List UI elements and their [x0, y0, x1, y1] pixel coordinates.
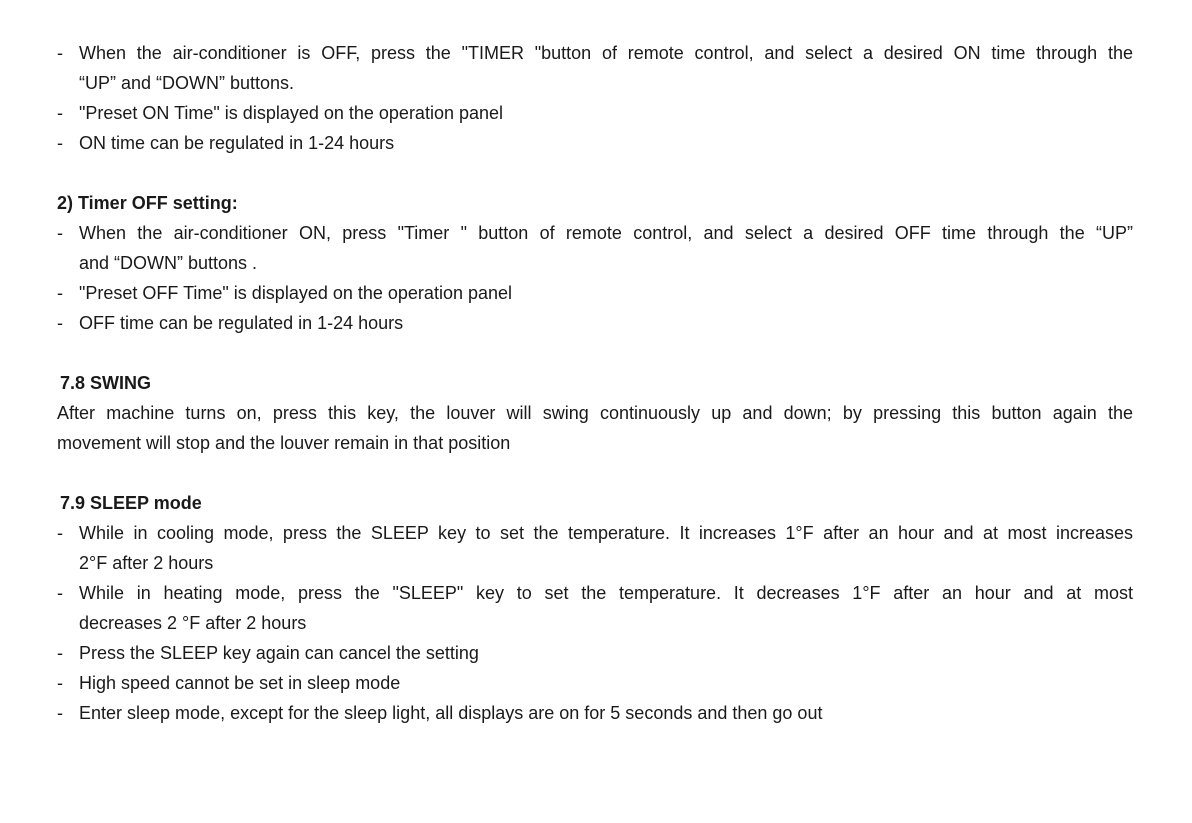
sleep-item-5: Enter sleep mode, except for the sleep light, all displays are on for 5 seconds and then go out	[79, 703, 823, 723]
bullet-dash: -	[57, 583, 63, 603]
sleep-heading: 7.9 SLEEP mode	[60, 493, 202, 513]
timer-off-item-2: "Preset OFF Time" is displayed on the operation panel	[79, 283, 513, 303]
swing-paragraph-line-1: After machine turns on, press this key, the louver will swing continuously up and down; by pressing this button again the	[57, 403, 1133, 423]
bullet-dash: -	[57, 313, 63, 333]
bullet-dash: -	[57, 43, 63, 63]
timer-off-item-3: OFF time can be regulated in 1-24 hours	[79, 313, 404, 333]
sleep-item-3: Press the SLEEP key again can cancel the setting	[79, 643, 479, 663]
swing-heading: 7.8 SWING	[60, 373, 152, 393]
timer-on-item-2: "Preset ON Time" is displayed on the operation panel	[79, 103, 504, 123]
sleep-item-1-line-2: 2°F after 2 hours	[79, 553, 214, 573]
bullet-dash: -	[57, 523, 63, 543]
timer-on-item-1-line-1: When the air-conditioner is OFF, press the "TIMER "button of remote control, and select a desired ON time through the	[79, 43, 1133, 63]
bullet-dash: -	[57, 103, 63, 123]
timer-off-item-1-line-2: and “DOWN” buttons .	[79, 253, 258, 273]
bullet-dash: -	[57, 703, 63, 723]
bullet-dash: -	[57, 223, 63, 243]
sleep-item-2-line-1: While in heating mode, press the "SLEEP" key to set the temperature. It decreases 1°F after an hour and at most	[79, 583, 1133, 603]
bullet-dash: -	[57, 283, 63, 303]
sleep-item-2-line-2: decreases 2 °F after 2 hours	[79, 613, 307, 633]
bullet-dash: -	[57, 673, 63, 693]
bullet-dash: -	[57, 643, 63, 663]
timer-on-item-3: ON time can be regulated in 1-24 hours	[79, 133, 395, 153]
swing-paragraph-line-2: movement will stop and the louver remain in that position	[57, 433, 511, 453]
timer-off-item-1-line-1: When the air-conditioner ON, press "Timer " button of remote control, and select a desired OFF time through the “UP”	[79, 223, 1133, 243]
bullet-dash: -	[57, 133, 63, 153]
sleep-item-1-line-1: While in cooling mode, press the SLEEP key to set the temperature. It increases 1°F after an hour and at most increases	[79, 523, 1133, 543]
sleep-item-4: High speed cannot be set in sleep mode	[79, 673, 401, 693]
timer-on-item-1-line-2: “UP” and “DOWN” buttons.	[79, 73, 295, 93]
timer-off-heading: 2) Timer OFF setting:	[57, 193, 238, 213]
